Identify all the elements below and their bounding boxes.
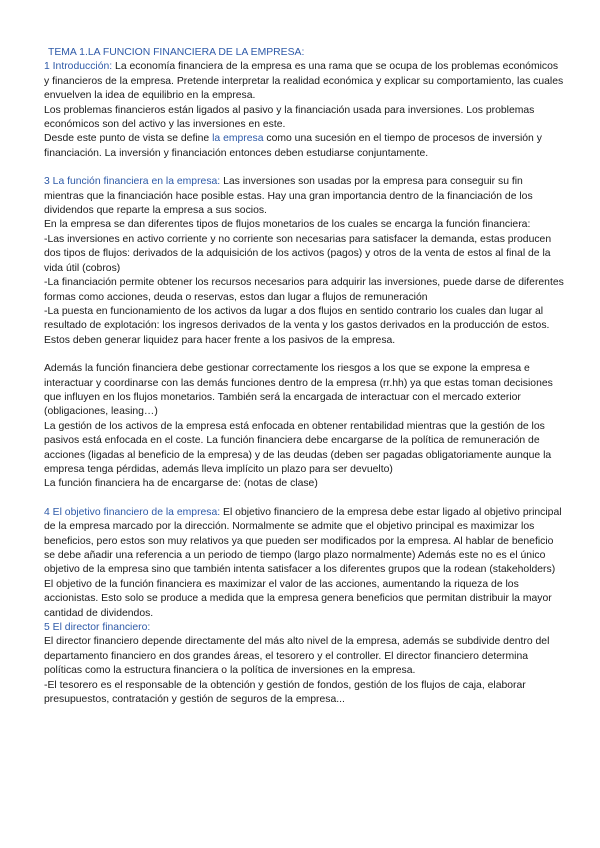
paragraph bbox=[44, 132, 564, 161]
paragraph: -El tesorero es el responsable de la obtención y gestión de fondos, gestión de los flujos de caja, elaborar presupuestos, contratación y gestión de seguros de la empresa... bbox=[44, 679, 526, 706]
paragraph: -Las inversiones en activo corriente y no corriente son necesarias para satisfacer la demanda, estas producen dos tipos de flujos: derivados de la adquisición de los activos (pagos) y otros de la venta de estos al final de la vida útil (cobros) bbox=[44, 233, 552, 274]
section-introduccion bbox=[44, 60, 564, 161]
paragraph: El director financiero depende directamente del más alto nivel de la empresa, además se subdivide dentro del departamento financiero en dos grandes áreas, el tesorero y el controller. El director financiero determina políticas como la estructura financiera o la política de inversiones en la empresa. bbox=[44, 636, 550, 677]
paragraph: Además la función financiera debe gestionar correctamente los riesgos a los que se expone la empresa e interactuar y coordinarse con las demás funciones dentro de la empresa (rr.hh) ya que estas toman decisiones que influyen en los flujos monetarios. También será la encargada de interactuar con el mercado exterior (obligaciones, leasing…) bbox=[44, 363, 553, 418]
spacer bbox=[44, 161, 564, 175]
section-heading: 5 El director financiero: bbox=[44, 622, 151, 634]
paragraph bbox=[44, 60, 564, 103]
paragraph-text: como una sucesión en el tiempo de procesos de inversión y financiación. La inversión y financiación entonces deben estudiarse conjuntamente. bbox=[44, 133, 542, 159]
spacer bbox=[44, 348, 564, 362]
highlighted-term: la empresa bbox=[212, 133, 264, 145]
document-title: TEMA 1.LA FUNCION FINANCIERA DE LA EMPRESA: bbox=[48, 47, 305, 58]
section-heading: 3 La función financiera en la empresa: bbox=[44, 176, 221, 188]
paragraph-text: Desde este punto de vista se define bbox=[44, 133, 213, 145]
paragraph: La función financiera ha de encargarse de: (notas de clase) bbox=[44, 478, 318, 490]
paragraph-text: El objetivo financiero de la empresa debe estar ligado al objetivo principal de la empresa marcado por la dirección. Normalmente se admite que el objetivo principal es maximizar los beneficios, pero estos son muy relativos ya que pueden ser modificados por la empresa. Al hablar de beneficio se debe añadir una referencia a un periodo de tiempo (largo plazo normalmente) Además este no es el único objetivo de la empresa sino que también intenta satisfacer a los diferentes grupos que la rodean (stakeholders) bbox=[44, 506, 562, 576]
document-page bbox=[44, 46, 564, 707]
paragraph: Los problemas financieros están ligados al pasivo y la financiación usada para inversiones. Los problemas económicos son del activo y las inversiones en este. bbox=[44, 104, 535, 131]
paragraph bbox=[44, 175, 564, 218]
paragraph: -La puesta en funcionamiento de los activos da lugar a dos flujos en sentido contrario los cuales dan lugar al resultado de explotación: los ingresos derivados de la venta y los gastos derivados en la producción de estos. Estos deben generar liquidez para hacer frente a los pasivos de la empresa. bbox=[44, 305, 550, 346]
paragraph-text: La economía financiera de la empresa es una rama que se ocupa de los problemas económicos y financieros de la empresa. Pretende interpretar la realidad económica y explicar su comportamiento, las cuales envuelven la idea de equilibrio en la empresa. bbox=[44, 61, 564, 102]
paragraph bbox=[44, 506, 564, 578]
section-heading: 1 Introducción: bbox=[44, 61, 113, 73]
section-objetivo-financiero bbox=[44, 506, 564, 621]
paragraph: El objetivo de la función financiera es maximizar el valor de las acciones, aumentando la riqueza de los accionistas. Esto solo se produce a medida que la empresa genera beneficios que permitan distribuir la mayor cantidad de dividendos. bbox=[44, 578, 552, 619]
paragraph-text: Las inversiones son usadas por la empresa para conseguir su fin mientras que la financiación hace posible estas. Hay una gran importancia dentro de la financiación de los dividendos que reparte la empresa a sus socios. bbox=[44, 176, 533, 217]
paragraph: La gestión de los activos de la empresa está enfocada en obtener rentabilidad mientras que la gestión de los pasivos está enfocada en el coste. La función financiera debe encargarse de la política de remuneración de acciones (ligadas al beneficio de la empresa) y de las deudas (deben ser pagadas obligatoriamente aunque la empresa tenga pérdidas, además lleva implícito un plazo para ser devuelto) bbox=[44, 420, 552, 475]
section-heading: 4 El objetivo financiero de la empresa: bbox=[44, 506, 221, 518]
paragraph: -La financiación permite obtener los recursos necesarios para adquirir las inversiones, puede darse de diferentes formas como acciones, deuda o reservas, estos dan lugar a flujos de remuneración bbox=[44, 277, 564, 303]
section-funcion-financiera bbox=[44, 175, 564, 492]
spacer bbox=[44, 492, 564, 506]
paragraph: En la empresa se dan diferentes tipos de flujos monetarios de los cuales se encarga la función financiera: bbox=[44, 219, 531, 231]
section-director-financiero bbox=[44, 621, 564, 707]
